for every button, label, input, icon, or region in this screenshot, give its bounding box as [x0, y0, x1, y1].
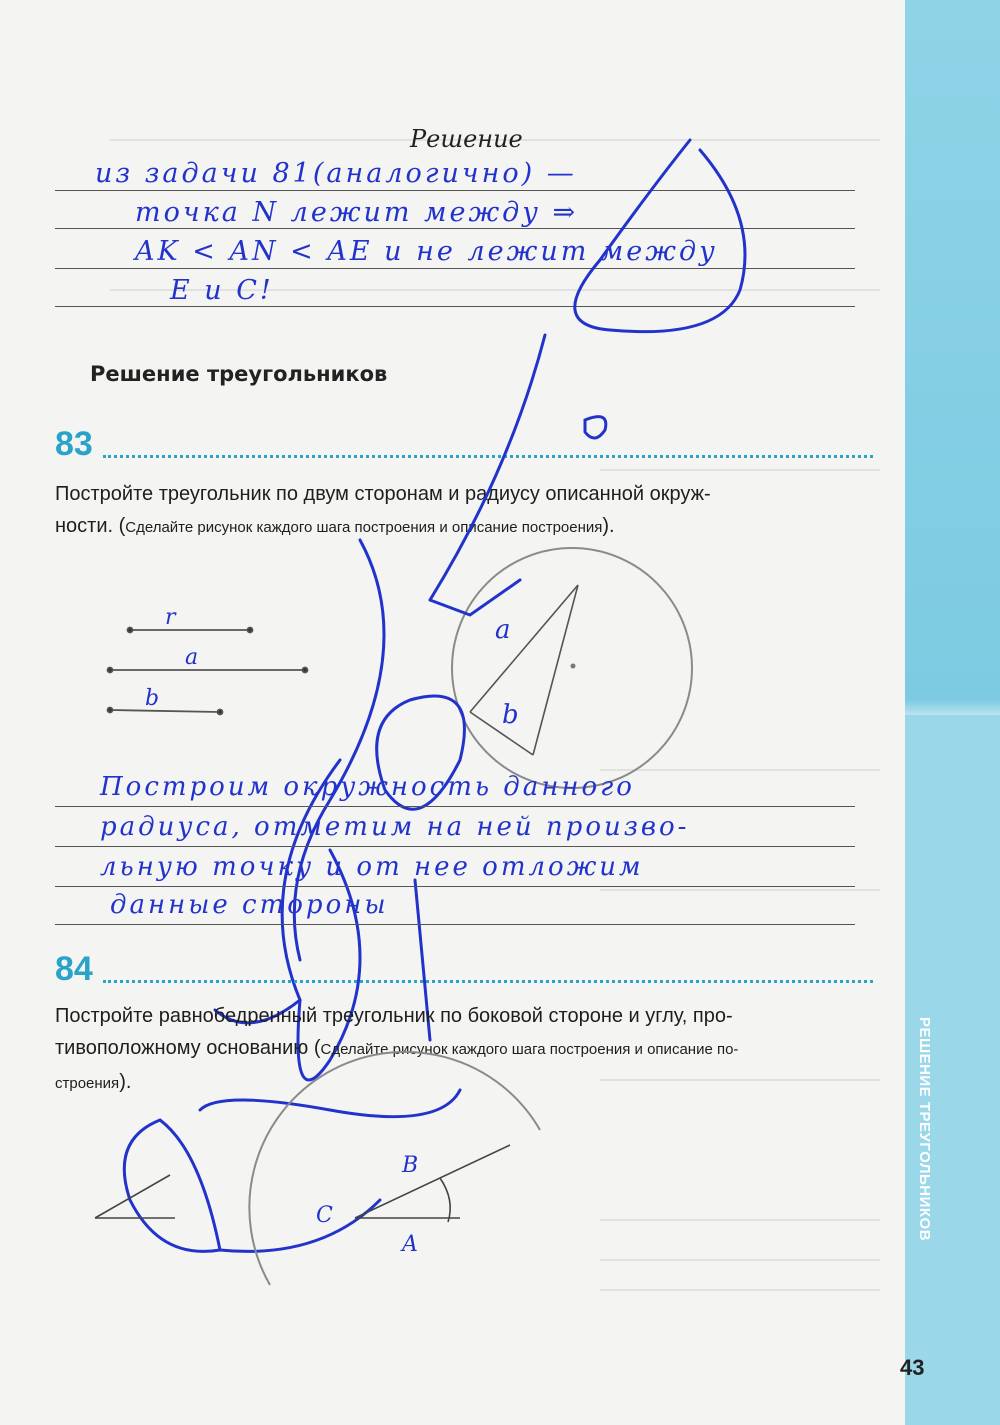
handwritten-line: Построим окружность данного [100, 772, 635, 802]
label-r: r [165, 605, 179, 630]
handwritten-line: данные стороны [110, 890, 389, 920]
triangle-ray-cb [355, 1145, 510, 1218]
label-a: a [185, 645, 202, 670]
handwritten-line: E и C! [170, 275, 274, 306]
angle-arc [440, 1178, 450, 1222]
label-B: B [402, 1153, 422, 1178]
problem-note-end: ). [119, 1071, 132, 1093]
problem-text-line: ности. ( [55, 515, 126, 537]
section-title: Решение треугольников [90, 362, 388, 386]
problem-text-line: Постройте равнобедренный треугольник по боковой стороне и углу, про- [55, 1005, 733, 1027]
solution-heading: Решение [410, 125, 523, 153]
handwritten-line: из задачи 81(аналогично) — [95, 158, 577, 189]
label-circle-a: a [495, 615, 514, 645]
problem-number-83: 83 [55, 425, 93, 463]
problem-note: Сделайте рисунок каждого шага построения и описание построения [125, 519, 603, 536]
problem-number-84: 84 [55, 950, 93, 988]
angle-ray [95, 1175, 170, 1218]
problem-note-end: ). [602, 515, 615, 537]
handwritten-line: точка N лежит между ⇒ [135, 197, 579, 228]
page-number: 43 [900, 1355, 925, 1380]
label-C: C [316, 1203, 336, 1228]
handwritten-line: льную точку и от нее отложим [100, 852, 644, 882]
problem-text-line: Постройте треугольник по двум сторонам и радиусу описанной окруж- [55, 483, 711, 505]
handwritten-line: AK < AN < AE и не лежит между [135, 236, 718, 267]
problem-text-line: тивоположному основанию ( [55, 1037, 321, 1059]
problem-note: Сделайте рисунок каждого шага построения и описание по- [320, 1041, 739, 1058]
handwritten-line: радиуса, отметим на ней произво- [100, 812, 690, 842]
label-A: A [402, 1232, 421, 1257]
problem-note-cont: строения [55, 1075, 120, 1092]
label-b: b [145, 686, 163, 711]
label-circle-b: b [502, 700, 522, 730]
construction-arc [249, 1052, 540, 1285]
sidebar-label: РЕШЕНИЕ ТРЕУГОЛЬНИКОВ [916, 1017, 933, 1242]
